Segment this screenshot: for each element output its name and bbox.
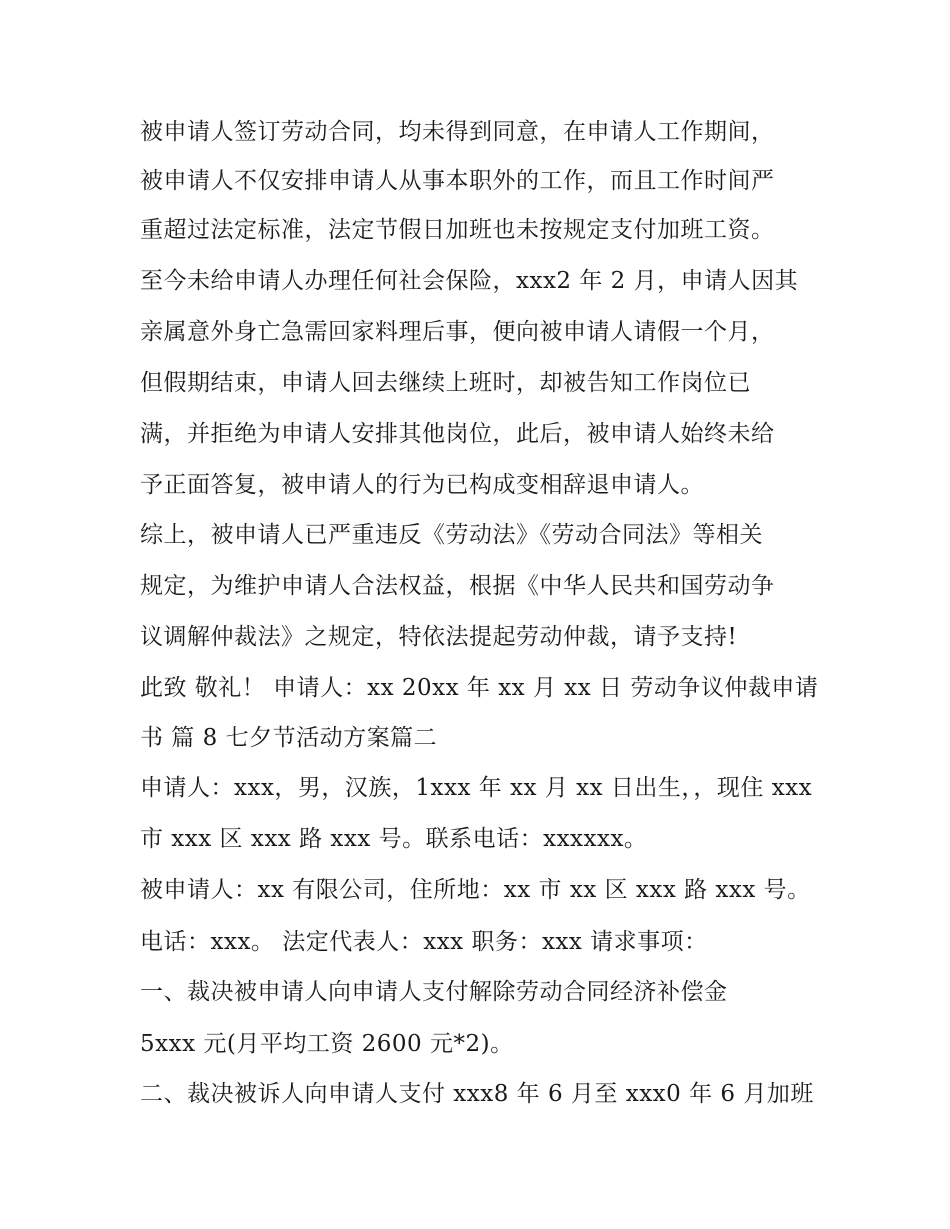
text-line: 此致 敬礼！ 申请人：xx 20xx 年 xx 月 xx 日 劳动争议仲裁申请 bbox=[140, 675, 819, 701]
text-line: 规定，为维护申请人合法权益，根据《中华人民共和国劳动争 bbox=[140, 573, 775, 599]
text-line: 亲属意外身亡急需回家料理后事，便向被申请人请假一个月， bbox=[140, 319, 775, 345]
text-line: 被申请人签订劳动合同，均未得到同意，在申请人工作期间， bbox=[140, 119, 775, 145]
text-line: 申请人：xxx，男，汉族，1xxx 年 xx 月 xx 日出生，，现住 xxx bbox=[140, 775, 813, 801]
text-line: 市 xxx 区 xxx 路 xxx 号。联系电话：xxxxxx。 bbox=[140, 826, 648, 852]
text-line: 一、裁决被申请人向申请人支付解除劳动合同经济补偿金 bbox=[140, 979, 728, 1005]
text-line: 被申请人不仅安排申请人从事本职外的工作，而且工作时间严 bbox=[140, 168, 775, 194]
text-line: 至今未给申请人办理任何社会保险，xxx2 年 2 月，申请人因其 bbox=[140, 268, 799, 294]
text-line: 重超过法定标准，法定节假日加班也未按规定支付加班工资。 bbox=[140, 217, 775, 243]
text-line: 被申请人：xx 有限公司，住所地：xx 市 xx 区 xxx 路 xxx 号。 bbox=[140, 877, 811, 903]
text-line: 5xxx 元(月平均工资 2600 元*2)。 bbox=[140, 1031, 514, 1057]
text-line: 综上，被申请人已严重违反《劳动法》《劳动合同法》等相关 bbox=[140, 522, 763, 548]
text-line: 予正面答复，被申请人的行为已构成变相辞退申请人。 bbox=[140, 472, 704, 498]
text-line: 电话：xxx。 法定代表人：xxx 职务：xxx 请求事项： bbox=[140, 929, 708, 955]
text-line: 但假期结束，申请人回去继续上班时，却被告知工作岗位已 bbox=[140, 370, 751, 396]
text-line: 议调解仲裁法》之规定，特依法提起劳动仲裁，请予支持! bbox=[140, 624, 738, 650]
text-line: 书 篇 8 七夕节活动方案篇二 bbox=[140, 725, 438, 751]
text-line: 二、裁决被诉人向申请人支付 xxx8 年 6 月至 xxx0 年 6 月加班 bbox=[140, 1081, 814, 1107]
text-line: 满，并拒绝为申请人安排其他岗位，此后，被申请人始终未给 bbox=[140, 421, 775, 447]
